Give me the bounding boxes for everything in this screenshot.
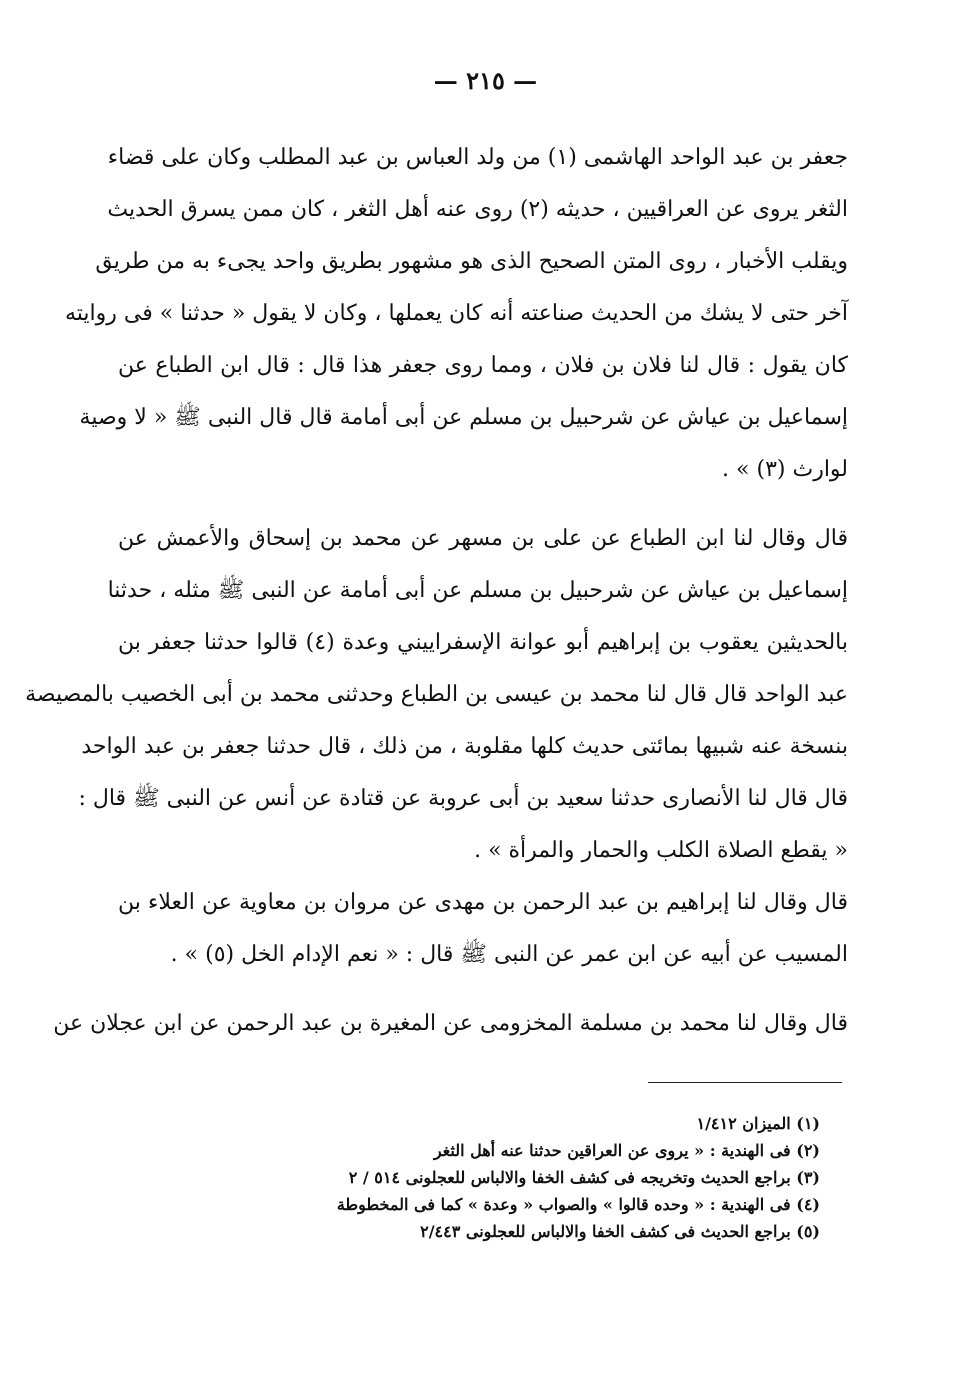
text-line: كان يقول : قال لنا فلان بن فلان ، ومما روى جعفر هذا قال : قال ابن الطباع عن [118, 353, 848, 378]
text-line: جعفر بن عبد الواحد الهاشمى (١) من ولد العباس بن عبد المطلب وكان على قضاء [107, 145, 848, 170]
text-line: قال وقال لنا إبراهيم بن عبد الرحمن بن مهدى عن مروان بن معاوية عن العلاء بن [118, 890, 848, 915]
text-line: المسيب عن أبيه عن ابن عمر عن النبى ﷺ قال : « نعم الإدام الخل (٥) » . [170, 942, 848, 967]
text-line: قال قال لنا الأنصارى حدثنا سعيد بن أبى عروبة عن قتادة عن أنس عن النبى ﷺ قال : [78, 786, 848, 811]
text-line: إسماعيل بن عياش عن شرحبيل بن مسلم عن أبى أمامة عن النبى ﷺ مثله ، حدثنا [107, 578, 848, 603]
footnote-2: (٢) فى الهندية : « يروى عن العراقين حدثنا عنه أهل الثغر [433, 1141, 820, 1160]
text-line: قال وقال لنا ابن الطباع عن على بن مسهر عن محمد بن إسحاق والأعمش عن [118, 526, 848, 551]
text-line: بالحديثين يعقوب بن إبراهيم أبو عوانة الإسفراييني وعدة (٤) قالوا حدثنا جعفر بن [118, 630, 849, 655]
paragraph-4 [53, 998, 848, 1050]
text-line: بنسخة عنه شبيها بمائتى حديث كلها مقلوبة ، من ذلك ، قال حدثنا جعفر بن عبد الواحد [81, 734, 848, 759]
paragraph-3 [118, 877, 848, 981]
text-line: لوارث (٣) » . [722, 457, 848, 482]
footnote-4: (٤) فى الهندية : « وحده قالوا » والصواب « وعدة » كما فى المخطوطة [336, 1195, 820, 1214]
text-line: الثغر يروى عن العراقيين ، حديثه (٢) روى عنه أهل الثغر ، كان ممن يسرق الحديث [107, 197, 848, 222]
text-line: قال وقال لنا محمد بن مسلمة المخزومى عن المغيرة بن عبد الرحمن عن ابن عجلان عن [53, 1011, 848, 1036]
footnote-divider [648, 1082, 842, 1083]
text-line: إسماعيل بن عياش عن شرحبيل بن مسلم عن أبى أمامة قال قال النبى ﷺ « لا وصية [79, 405, 848, 430]
footnote-3: (٣) براجع الحديث وتخريجه فى كشف الخفا والالباس للعجلونى ٥١٤ / ٢ [348, 1168, 820, 1187]
footnotes [300, 1110, 820, 1245]
footnote-5: (٥) براجع الحديث فى كشف الخفا والالباس للعجلونى ٢/٤٤٣ [420, 1222, 820, 1241]
footnote-1: (١) الميزان ١/٤١٢ [696, 1114, 820, 1133]
text-line: آخر حتى لا يشك من الحديث صناعته أنه كان يعملها ، وكان لا يقول « حدثنا » فى روايته [65, 301, 848, 326]
text-line: ويقلب الأخبار ، روى المتن الصحيح الذى هو مشهور بطريق واحد يجىء به من طريق [95, 249, 848, 274]
paragraph-1 [65, 132, 848, 496]
text-line: « يقطع الصلاة الكلب والحمار والمرأة » . [474, 838, 848, 863]
text-line: عبد الواحد قال قال لنا محمد بن عيسى بن الطباع وحدثنى محمد بن أبى الخصيب بالمصيصة [25, 682, 848, 707]
page-number: — ٢١٥ — [433, 66, 538, 95]
paragraph-2 [25, 513, 849, 877]
